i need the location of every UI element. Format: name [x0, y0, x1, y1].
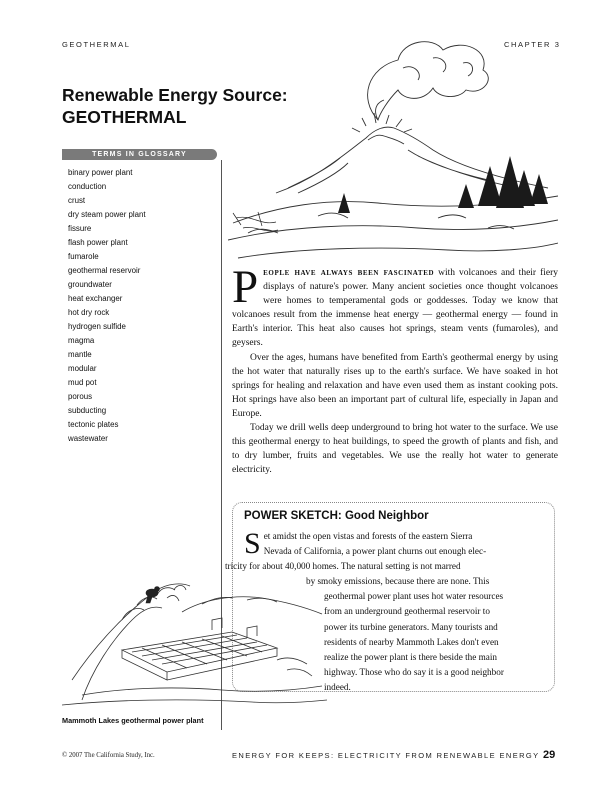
illustration-caption: Mammoth Lakes geothermal power plant — [62, 716, 204, 725]
power-sketch-dropcap: S — [244, 527, 261, 560]
page-title-line2: GEOTHERMAL — [62, 107, 187, 127]
article-lead: eople have always been fascinated — [263, 268, 435, 278]
power-sketch-line: Nevada of California, a power plant churns out enough elec- — [263, 546, 487, 557]
power-sketch-title: POWER SKETCH: Good Neighbor — [244, 510, 429, 522]
glossary-term: crust — [68, 196, 86, 205]
glossary-term: flash power plant — [68, 238, 128, 247]
footer-copyright: © 2007 The California Study, Inc. — [62, 752, 155, 759]
glossary-term: magma — [68, 336, 95, 345]
running-header-right: CHAPTER 3 — [504, 40, 561, 49]
article-paragraph-1: with volcanoes and their fiery displays of nature's power. Many ancient societies once thought volcanoes were homes to temperamental gods or goddesses. Today we know that volcanoes result from the immense heat energy — geothermal energy — found in Earth's interior. This heat also causes hot springs, steam vents (fumaroles), and geysers. — [232, 268, 559, 349]
glossary-term: groundwater — [68, 280, 112, 289]
glossary-heading: TERMS IN GLOSSARY — [62, 149, 217, 160]
glossary-term: subducting — [68, 406, 107, 415]
glossary-term: hydrogen sulfide — [68, 322, 126, 331]
glossary-term: fissure — [68, 224, 92, 233]
power-sketch-line: tricity for about 40,000 homes. The natural setting is not marred — [225, 561, 461, 572]
glossary-term: porous — [68, 392, 93, 401]
power-sketch-line: from an underground geothermal reservoir to — [324, 606, 490, 617]
glossary-list — [68, 166, 146, 446]
footer-series-title: ENERGY FOR KEEPS: ELECTRICITY FROM RENEWABLE ENERGY — [232, 751, 540, 760]
page-title-line1: Renewable Energy Source: — [62, 85, 288, 105]
power-sketch-line: realize the power plant is there beside the main — [324, 651, 497, 662]
volcano-illustration — [228, 28, 558, 263]
glossary-term: heat exchanger — [68, 294, 123, 303]
power-sketch-line: geothermal power plant uses hot water resources — [324, 591, 504, 602]
glossary-term: binary power plant — [68, 168, 133, 177]
power-sketch-line: power its turbine generators. Many tourists and — [324, 621, 498, 632]
article-paragraph-3: Today we drill wells deep underground to bring hot water to the surface. We use this geothermal energy to heat buildings, to speed the growth of plants and fish, and to dry lumber, fruits and vegetables. We use the really hot water to generate electricity. — [232, 423, 558, 476]
page-number: 29 — [543, 749, 556, 761]
article-dropcap: P — [232, 261, 259, 313]
glossary-term: tectonic plates — [68, 420, 119, 429]
power-sketch-line: highway. Those who do say it is a good neighbor — [324, 666, 504, 677]
glossary-term: mantle — [68, 350, 92, 359]
glossary-term: mud pot — [68, 378, 97, 387]
glossary-term: wastewater — [68, 434, 108, 443]
power-sketch-line: indeed. — [324, 681, 351, 692]
article-body — [232, 261, 559, 477]
glossary-term: hot dry rock — [68, 308, 110, 317]
power-sketch-line: by smoky emissions, because there are none. This — [306, 576, 490, 587]
glossary-term: modular — [68, 364, 97, 373]
glossary-term: conduction — [68, 182, 107, 191]
running-header-left: GEOTHERMAL — [62, 40, 131, 49]
glossary-term: dry steam power plant — [68, 210, 146, 219]
glossary-term: geothermal reservoir — [68, 266, 141, 275]
article-paragraph-2: Over the ages, humans have benefited from Earth's geothermal energy by using the hot water that naturally rises up to the earth's surface. We have soaked in hot springs for healing and relaxation and have even used them as instant cooking pots. Hot springs have also been an important part of cultural life, especially in Japan and Europe. — [232, 352, 558, 419]
power-sketch-line: et amidst the open vistas and forests of the eastern Sierra — [263, 531, 473, 541]
power-sketch-line: residents of nearby Mammoth Lakes don't even — [324, 636, 499, 647]
glossary-term: fumarole — [68, 252, 99, 261]
power-plant-illustration — [62, 560, 327, 710]
